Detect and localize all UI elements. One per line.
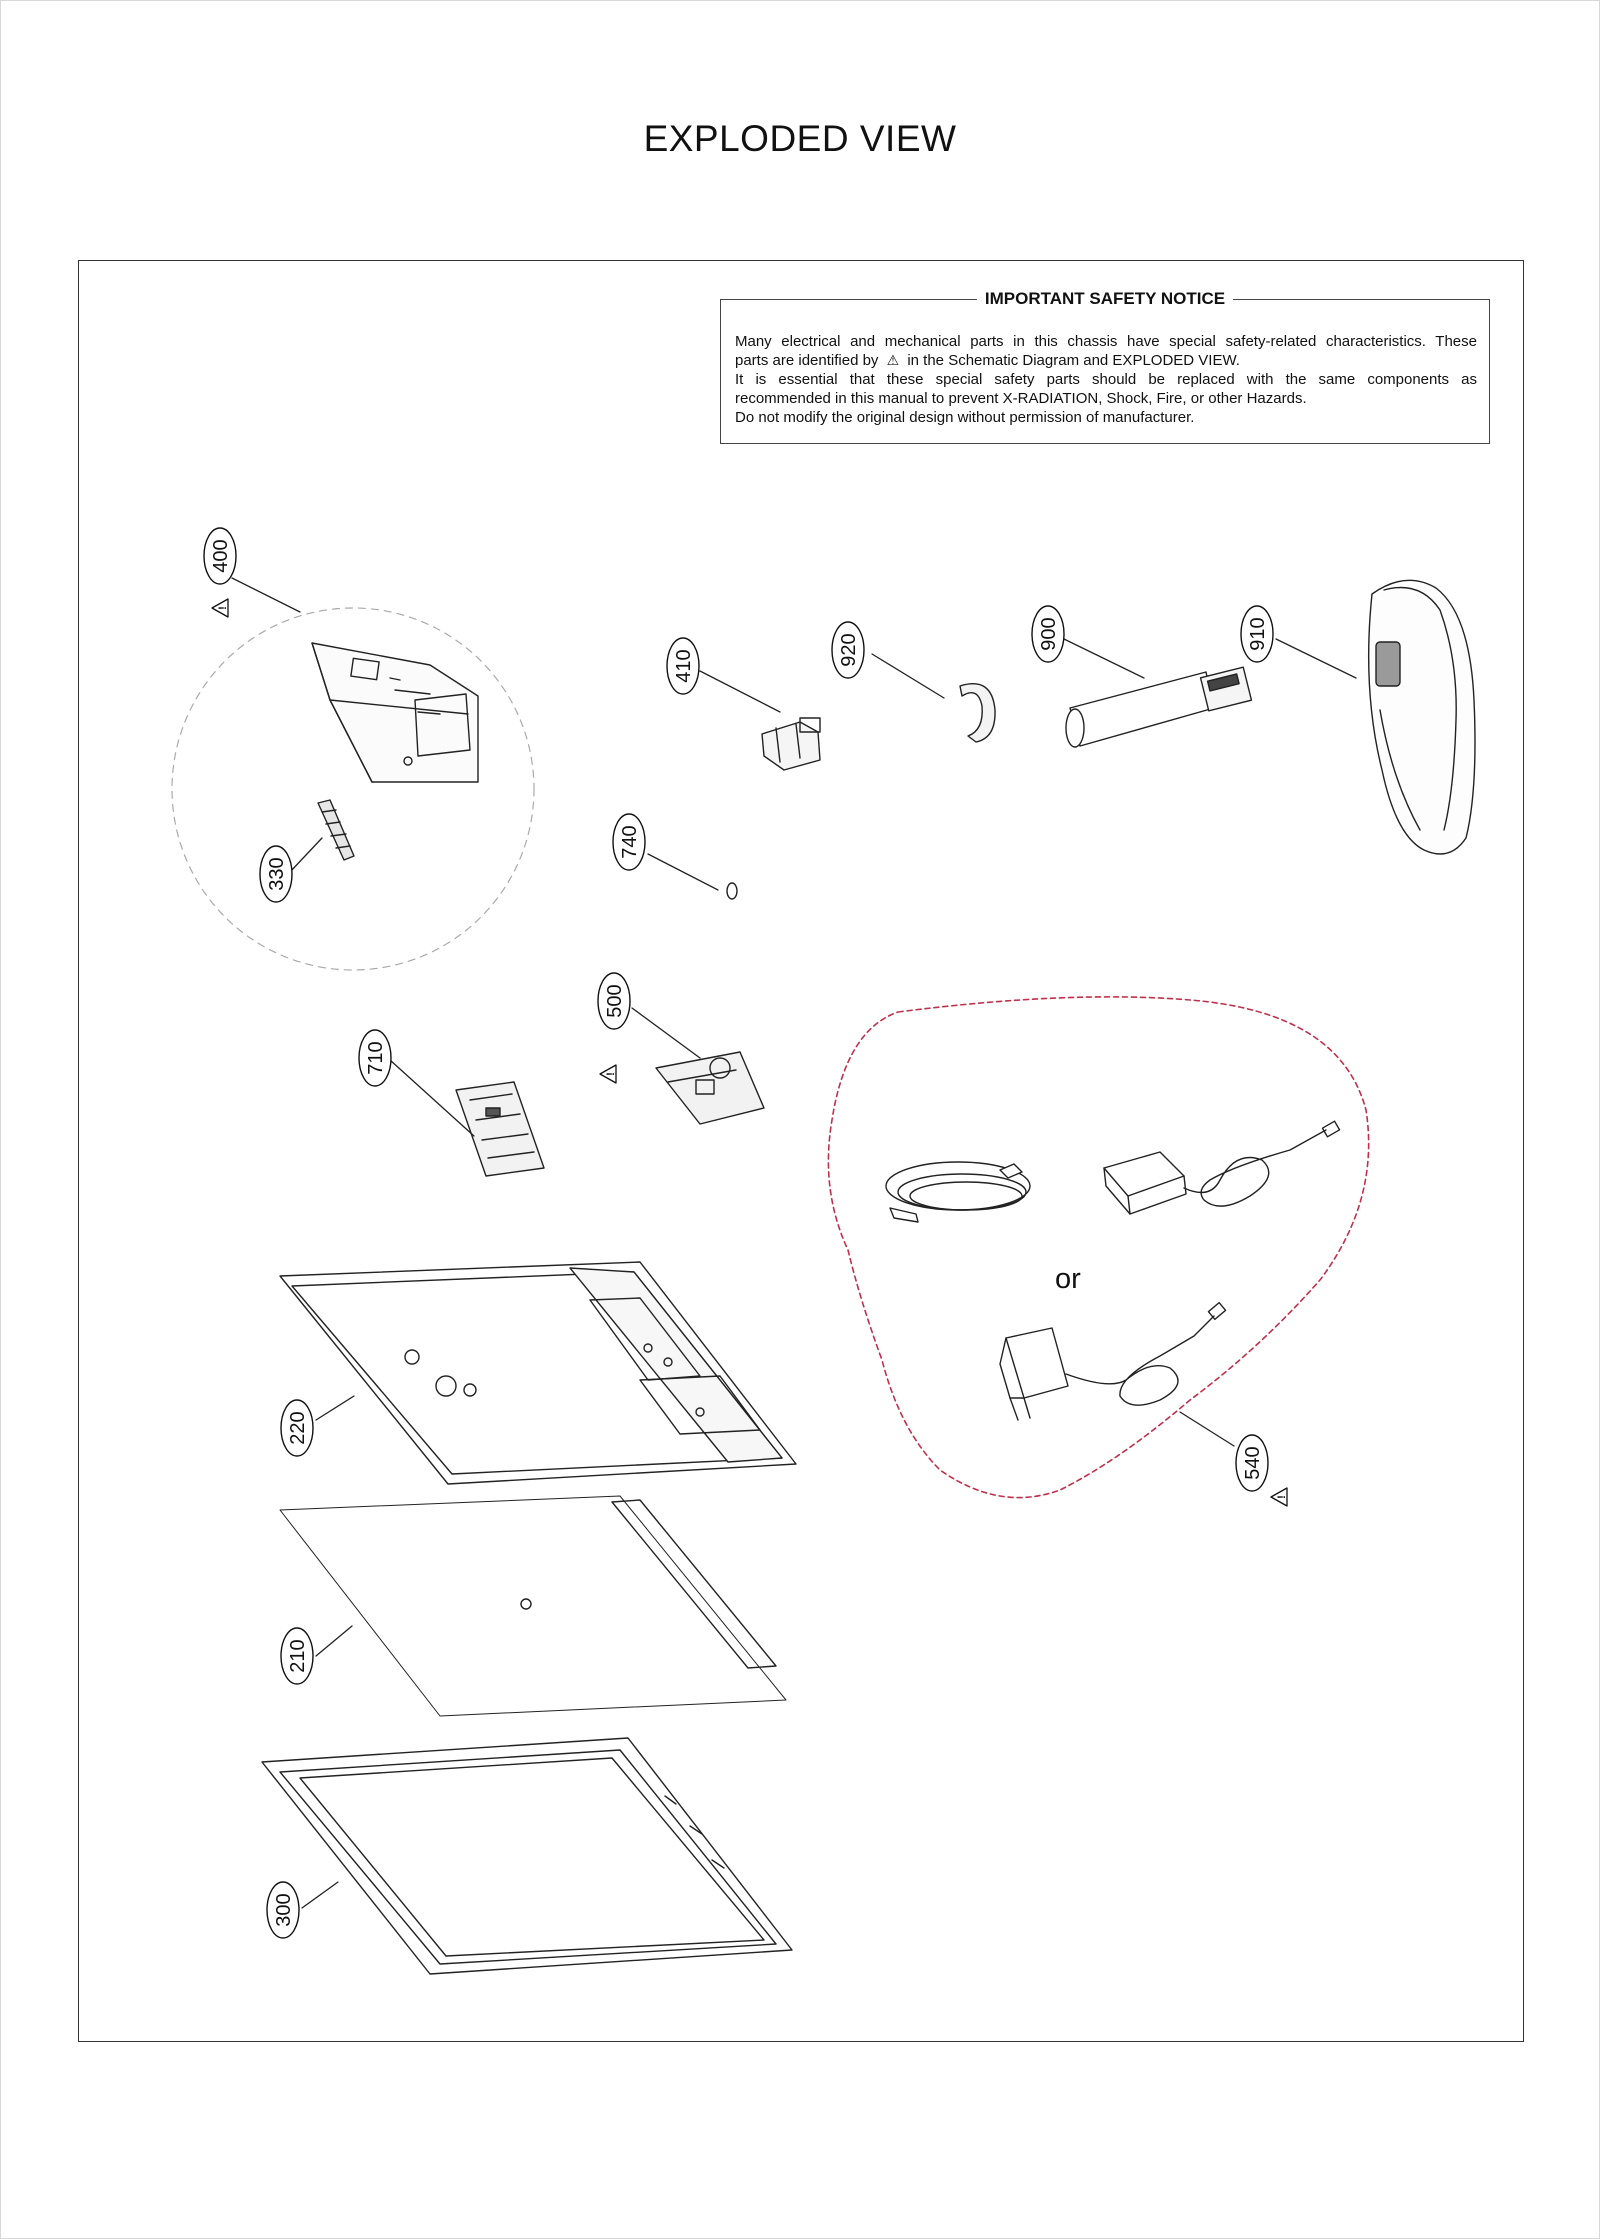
callout-300 xyxy=(267,1882,299,1938)
svg-text:710: 710 xyxy=(365,1041,387,1075)
group-540-dashed-outline xyxy=(828,997,1368,1498)
warning-triangle-icon xyxy=(600,1065,617,1083)
part-300-front-bezel xyxy=(262,1738,792,1974)
svg-text:400: 400 xyxy=(210,539,232,573)
svg-text:410: 410 xyxy=(673,649,695,683)
svg-text:!: ! xyxy=(605,1072,617,1076)
page-title: EXPLODED VIEW xyxy=(643,118,957,159)
svg-text:900: 900 xyxy=(1038,617,1060,651)
callout-540 xyxy=(1236,1435,1268,1491)
warning-triangle-icon: ⚠ xyxy=(886,352,900,368)
warning-triangle-icon xyxy=(1271,1488,1288,1506)
notice-line-4: recommended in this manual to prevent X-RADIATION, Shock, Fire, or other Hazards. xyxy=(735,390,1307,407)
notice-line-5: Do not modify the original design without permission of manufacturer. xyxy=(735,409,1195,426)
svg-text:!: ! xyxy=(217,606,229,610)
callout-410 xyxy=(667,638,699,694)
callout-910 xyxy=(1241,606,1273,662)
part-740-ring xyxy=(727,883,737,899)
callout-500 xyxy=(598,973,630,1029)
part-500-power-board xyxy=(656,1052,764,1124)
part-540-wall-adapter xyxy=(1000,1303,1226,1420)
part-410-clip xyxy=(762,718,820,770)
warning-triangle-icon xyxy=(212,599,229,617)
part-220-back-frame xyxy=(280,1262,796,1484)
svg-text:500: 500 xyxy=(604,984,626,1018)
callout-400 xyxy=(204,528,236,584)
notice-line-2a: parts are identified by xyxy=(735,352,879,369)
svg-text:740: 740 xyxy=(619,825,641,859)
or-label: or xyxy=(1055,1263,1081,1295)
part-920-cover xyxy=(960,684,995,742)
callout-220 xyxy=(281,1400,313,1456)
svg-text:300: 300 xyxy=(273,1893,295,1927)
part-910-stand-neck xyxy=(1369,580,1475,854)
part-540-ac-adapter xyxy=(1104,1121,1340,1214)
callout-210 xyxy=(281,1628,313,1684)
svg-text:!: ! xyxy=(1276,1495,1288,1499)
part-400-stand-base xyxy=(312,643,478,782)
or-label-group xyxy=(1055,1263,1081,1295)
part-330-bracket xyxy=(318,800,354,860)
svg-text:220: 220 xyxy=(287,1411,309,1445)
notice-line-1: Many electrical and mechanical parts in this chassis have special safety-related characteristics. These xyxy=(735,333,1477,350)
callout-330 xyxy=(260,846,292,902)
part-540-power-cord xyxy=(886,1162,1030,1222)
svg-text:330: 330 xyxy=(266,857,288,891)
part-210-shield-sheet xyxy=(280,1496,786,1716)
part-900-remote xyxy=(1066,667,1251,747)
svg-text:910: 910 xyxy=(1247,617,1269,651)
safety-notice-title: IMPORTANT SAFETY NOTICE xyxy=(977,289,1233,308)
notice-line-2b: in the Schematic Diagram and EXPLODED VIEW. xyxy=(907,352,1240,369)
svg-text:540: 540 xyxy=(1242,1446,1264,1480)
notice-line-3: It is essential that these special safety parts should be replaced with the same components as xyxy=(735,371,1477,388)
callout-740 xyxy=(613,814,645,870)
svg-text:210: 210 xyxy=(287,1639,309,1673)
svg-text:920: 920 xyxy=(838,633,860,667)
callout-900 xyxy=(1032,606,1064,662)
part-710-board xyxy=(456,1082,544,1176)
callout-710 xyxy=(359,1030,391,1086)
callout-920 xyxy=(832,622,864,678)
